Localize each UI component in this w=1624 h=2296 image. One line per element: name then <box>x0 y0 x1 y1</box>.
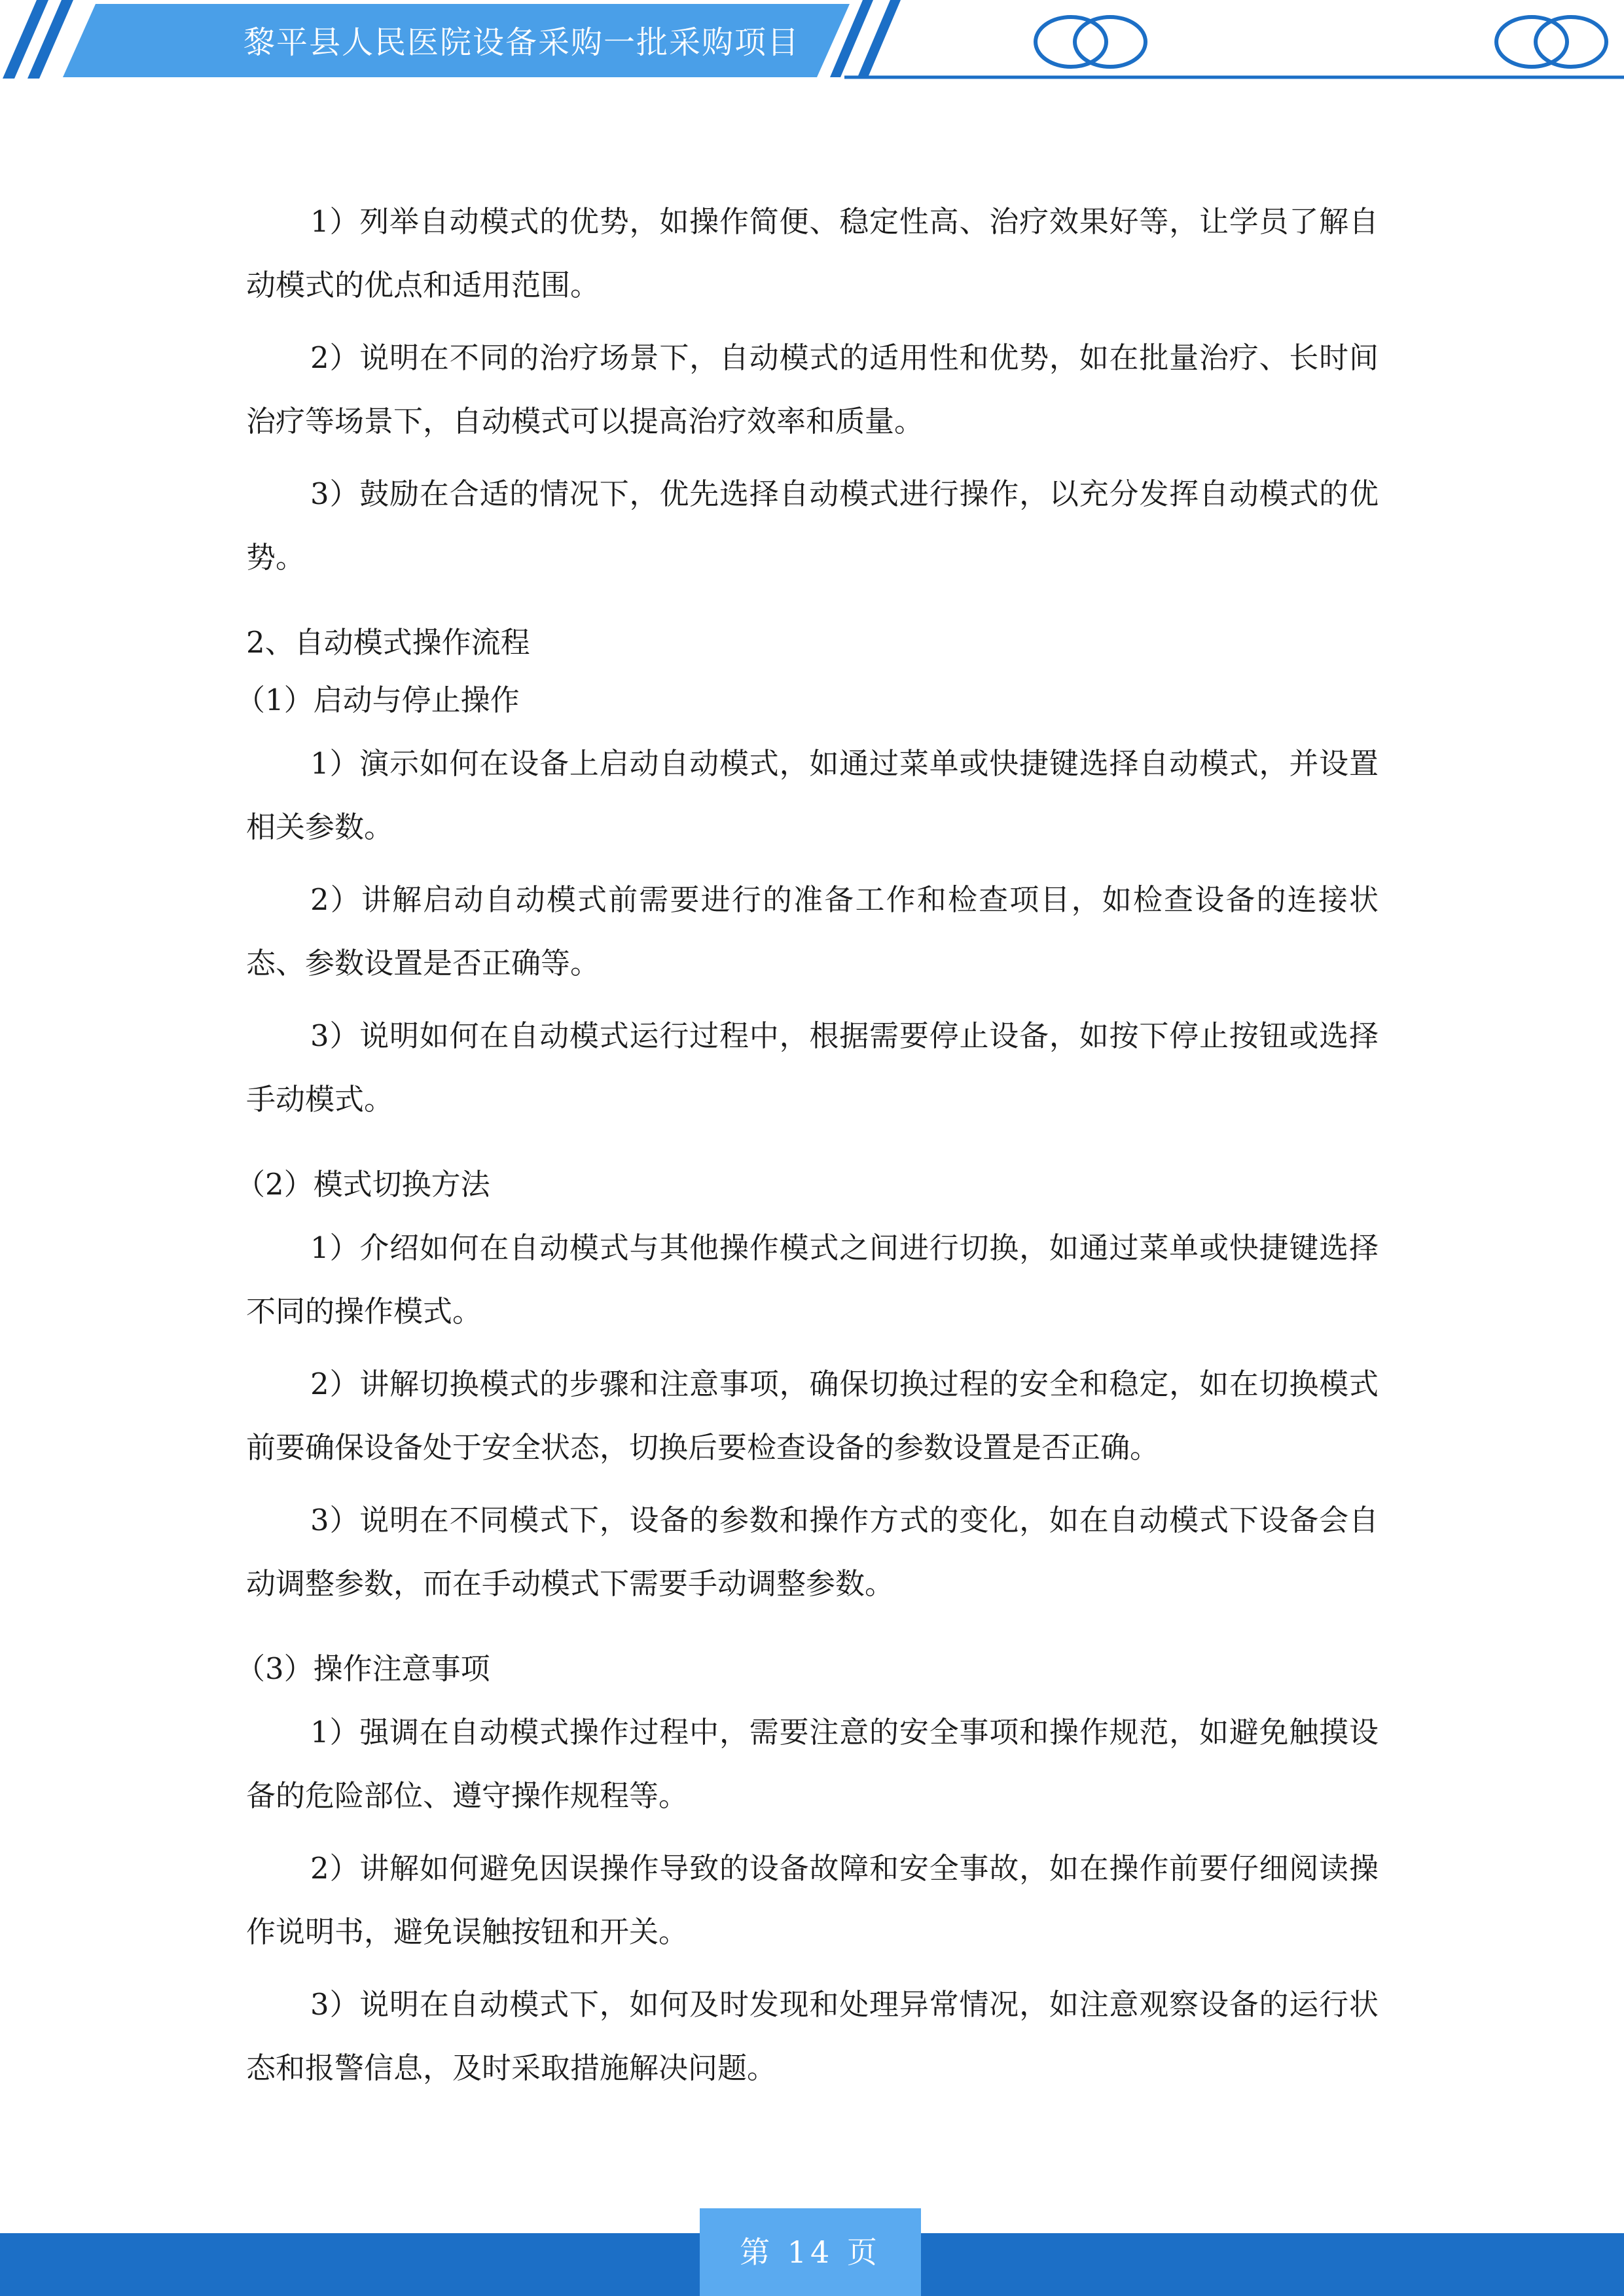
paragraph: 3）鼓励在合适的情况下，优先选择自动模式进行操作，以充分发挥自动模式的优势。 <box>246 476 1379 575</box>
paragraph: 2）讲解切换模式的步骤和注意事项，确保切换过程的安全和稳定，如在切换模式前要确保设备处于安全状态，切换后要检查设备的参数设置是否正确。 <box>246 1367 1379 1465</box>
subsection-heading: （1）启动与停止操作 <box>236 683 520 717</box>
section-heading: 2、自动模式操作流程 <box>246 625 530 660</box>
double-ring-icon <box>1496 17 1606 67</box>
page-number: 第 14 页 <box>740 2234 881 2270</box>
paragraph: 1）演示如何在设备上启动自动模式，如通过菜单或快捷键选择自动模式，并设置相关参数。 <box>246 746 1379 844</box>
paragraph: 2）讲解启动自动模式前需要进行的准备工作和检查项目，如检查设备的连接状态、参数设置是否正确等。 <box>246 882 1379 980</box>
paragraph: 3）说明在不同模式下，设备的参数和操作方式的变化，如在自动模式下设备会自动调整参数，而在手动模式下需要手动调整参数。 <box>246 1503 1379 1601</box>
paragraph: 2）说明在不同的治疗场景下，自动模式的适用性和优势，如在批量治疗、长时间治疗等场景下，自动模式可以提高治疗效率和质量。 <box>246 340 1379 439</box>
paragraph: 1）强调在自动模式操作过程中，需要注意的安全事项和操作规范，如避免触摸设备的危险部位、遵守操作规程等。 <box>246 1715 1379 1813</box>
double-ring-icon <box>1036 17 1146 67</box>
paragraph: 3）说明在自动模式下，如何及时发现和处理异常情况，如注意观察设备的运行状态和报警信息，及时采取措施解决问题。 <box>246 1987 1379 2085</box>
header-title: 黎平县人民医院设备采购一批采购项目 <box>244 24 801 61</box>
subsection-heading: （3）操作注意事项 <box>236 1651 490 1686</box>
paragraph: 2）讲解如何避免因误操作导致的设备故障和安全事故，如在操作前要仔细阅读操作说明书，避免误触按钮和开关。 <box>246 1851 1379 1949</box>
paragraph: 3）说明如何在自动模式运行过程中，根据需要停止设备，如按下停止按钮或选择手动模式。 <box>246 1018 1379 1117</box>
paragraph: 1）列举自动模式的优势，如操作简便、稳定性高、治疗效果好等，让学员了解自动模式的优点和适用范围。 <box>246 204 1379 302</box>
paragraph: 1）介绍如何在自动模式与其他操作模式之间进行切换，如通过菜单或快捷键选择不同的操作模式。 <box>246 1230 1379 1329</box>
subsection-heading: （2）模式切换方法 <box>236 1167 490 1202</box>
document-body <box>236 190 1379 2109</box>
